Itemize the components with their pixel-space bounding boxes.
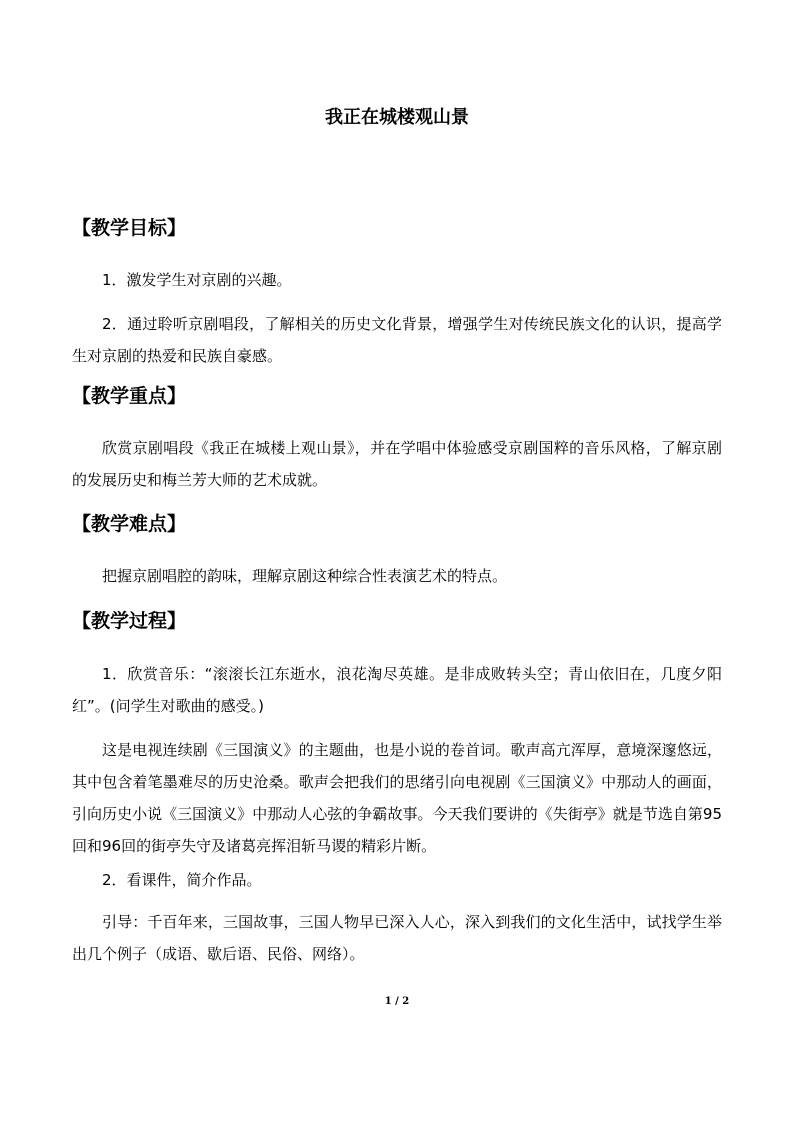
page-title: 我正在城楼观山景 <box>325 107 469 128</box>
objective-item-2: 2．通过聆听京剧唱段，了解相关的历史文化背景，增强学生对传统民族文化的认识，提高学生对京剧的热爱和民族自豪感。 <box>72 315 722 365</box>
objective-item-1: 1．激发学生对京剧的兴趣。 <box>102 271 292 289</box>
difficulties-paragraph: 把握京剧唱腔的韵味，理解京剧这种综合性表演艺术的特点。 <box>102 567 508 585</box>
section-heading-process: 【教学过程】 <box>72 610 187 632</box>
page-number: 1 / 2 <box>384 996 410 1007</box>
key-points-paragraph: 欣赏京剧唱段《我正在城楼上观山景》，并在学唱中体验感受京剧国粹的音乐风格，了解京剧的发展历史和梅兰芳大师的艺术成就。 <box>72 439 722 489</box>
process-paragraph-explanation: 这是电视连续剧《三国演义》的主题曲，也是小说的卷首词。歌声高亢浑厚，意境深邃悠远，其中包含着笔墨难尽的历史沧桑。歌声会把我们的思绪引向电视剧《三国演义》中那动人的画面，引向历史小说《三国演义》中那动人心弦的争霸故事。今天我们要讲的《失街亭》就是节选自第95回和96回的街亭失守及诸葛亮挥泪斩马谡的精彩片断。 <box>72 741 722 855</box>
section-heading-key-points: 【教学重点】 <box>72 385 187 407</box>
process-guidance-paragraph: 引导：千百年来，三国故事，三国人物早已深入人心，深入到我们的文化生活中，试找学生举出几个例子（成语、歇后语、民俗、网络）。 <box>72 913 722 963</box>
process-step-1: 1．欣赏音乐：“滚滚长江东逝水，浪花淘尽英雄。是非成败转头空；青山依旧在，几度夕阳红”。(问学生对歌曲的感受。) <box>72 665 722 715</box>
process-step-2: 2．看课件，简介作品。 <box>102 871 262 889</box>
section-heading-difficulties: 【教学难点】 <box>72 513 187 535</box>
section-heading-objectives: 【教学目标】 <box>72 217 187 239</box>
